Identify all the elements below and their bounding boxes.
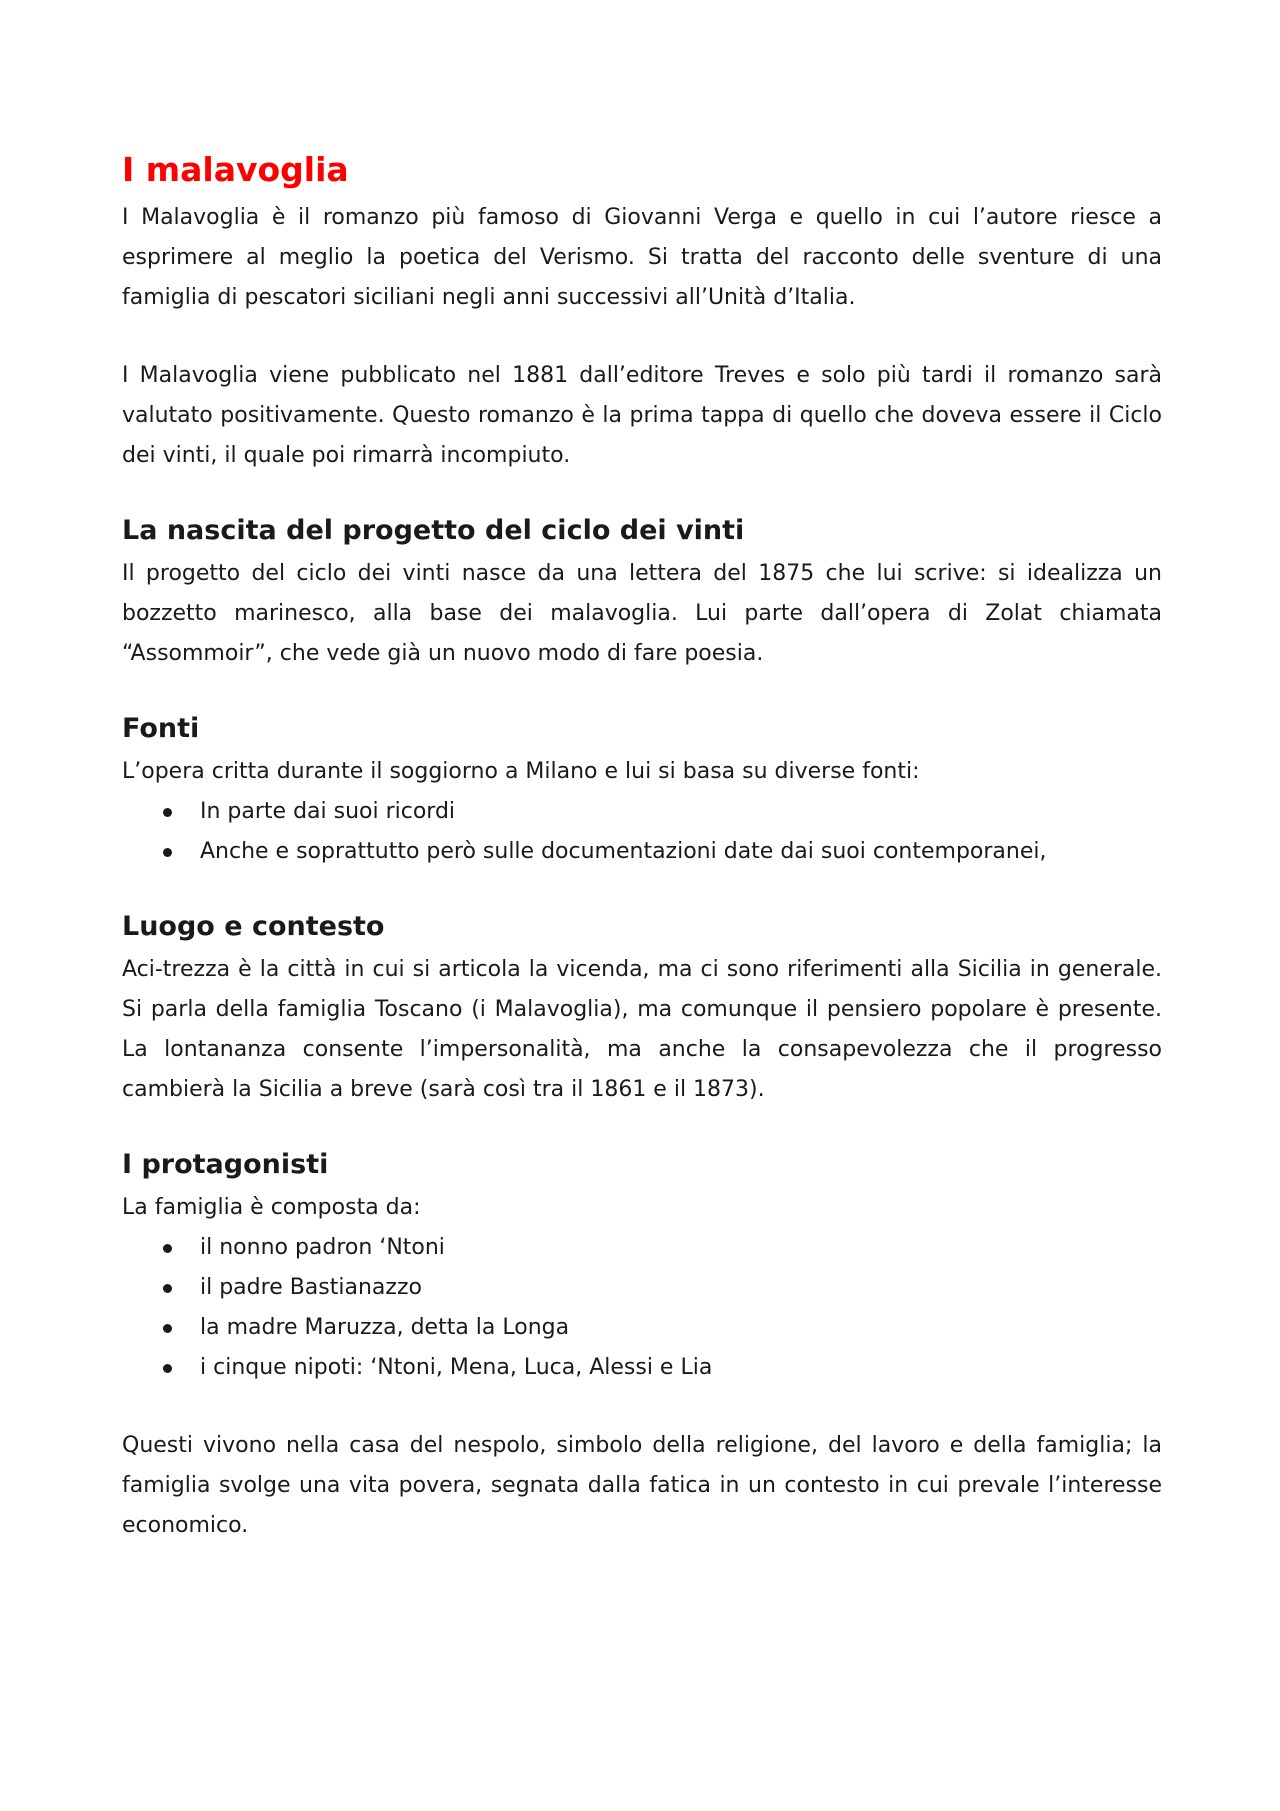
section-text-fonti: L’opera critta durante il soggiorno a Milano e lui si basa su diverse fonti: xyxy=(122,759,920,784)
list-item xyxy=(200,1228,1162,1268)
section-spacer xyxy=(122,1110,1162,1148)
bullet-icon xyxy=(163,848,172,857)
bullet-icon xyxy=(163,1244,172,1253)
list-item-text: il padre Bastianazzo xyxy=(200,1275,422,1300)
bullet-icon xyxy=(163,1324,172,1333)
document-page xyxy=(122,150,1162,1546)
section-spacer xyxy=(122,476,1162,514)
section-spacer xyxy=(122,674,1162,712)
section-spacer xyxy=(122,872,1162,910)
bullet-icon xyxy=(163,1364,172,1373)
section-heading-luogo: Luogo e contesto xyxy=(122,911,385,942)
section-heading-protagonisti: I protagonisti xyxy=(122,1149,329,1180)
section-heading-fonti: Fonti xyxy=(122,713,200,744)
bullet-icon xyxy=(163,1284,172,1293)
list-item xyxy=(200,792,1162,832)
fonti-bullet-list xyxy=(122,792,1162,872)
document-title: I malavoglia xyxy=(122,150,349,189)
paragraph-spacer xyxy=(122,1388,1162,1426)
section-closing-protagonisti: Questi vivono nella casa del nespolo, simbolo della religione, del lavoro e della famiglia; la famiglia svolge una vita povera, segnata dalla fatica in un contesto in cui prevale l’interesse economico. xyxy=(122,1433,1162,1538)
bullet-icon xyxy=(163,808,172,817)
list-item-text: In parte dai suoi ricordi xyxy=(200,799,456,824)
list-item-text: il nonno padron ‘Ntoni xyxy=(200,1235,445,1260)
section-text-protagonisti: La famiglia è composta da: xyxy=(122,1195,421,1220)
intro-paragraph-2: I Malavoglia viene pubblicato nel 1881 dall’editore Treves e solo più tardi il romanzo sarà valutato positivamente. Questo romanzo è la prima tappa di quello che doveva essere il Ciclo dei vinti, il quale poi rimarrà incompiuto. xyxy=(122,363,1162,468)
intro-paragraph-1: I Malavoglia è il romanzo più famoso di Giovanni Verga e quello in cui l’autore riesce a esprimere al meglio la poetica del Verismo. Si tratta del racconto delle sventure di una famiglia di pescatori siciliani negli anni successivi all’Unità d’Italia. xyxy=(122,205,1162,310)
list-item xyxy=(200,1308,1162,1348)
list-item-text: la madre Maruzza, detta la Longa xyxy=(200,1315,570,1340)
protagonisti-bullet-list xyxy=(122,1228,1162,1388)
paragraph-spacer xyxy=(122,318,1162,356)
list-item xyxy=(200,1268,1162,1308)
list-item xyxy=(200,1348,1162,1388)
section-text-luogo: Aci-trezza è la città in cui si articola la vicenda, ma ci sono riferimenti alla Sicilia in generale. Si parla della famiglia Toscano (i Malavoglia), ma comunque il pensiero popolare è presente. La lontananza consente l’impersonalità, ma anche la consapevolezza che il progresso cambierà la Sicilia a breve (sarà così tra il 1861 e il 1873). xyxy=(122,957,1162,1102)
list-item xyxy=(200,832,1162,872)
list-item-text: Anche e soprattutto però sulle documentazioni date dai suoi contemporanei, xyxy=(200,839,1047,864)
section-heading-nascita: La nascita del progetto del ciclo dei vinti xyxy=(122,515,745,546)
section-text-nascita: Il progetto del ciclo dei vinti nasce da una lettera del 1875 che lui scrive: si idealizza un bozzetto marinesco, alla base dei malavoglia. Lui parte dall’opera di Zolat chiamata “Assommoir”, che vede già un nuovo modo di fare poesia. xyxy=(122,561,1162,666)
list-item-text: i cinque nipoti: ‘Ntoni, Mena, Luca, Alessi e Lia xyxy=(200,1355,713,1380)
